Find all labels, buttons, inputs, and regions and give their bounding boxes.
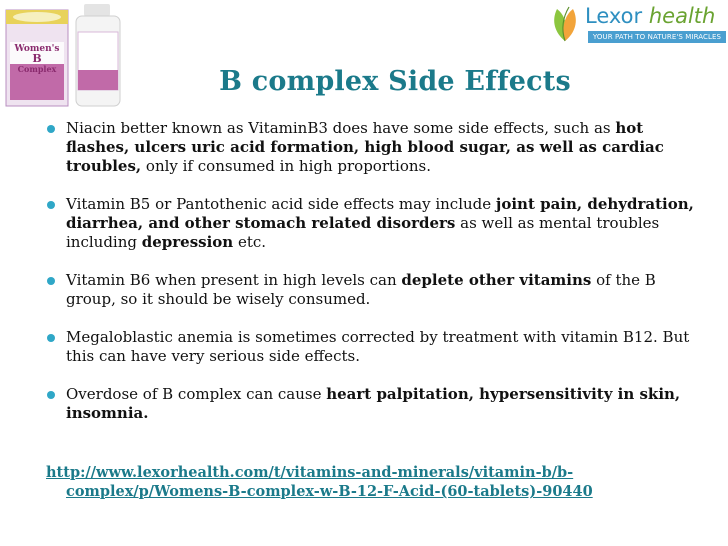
bullet-icon	[47, 125, 55, 133]
box-label-womens: Women's	[14, 44, 60, 54]
bullet-text: etc.	[233, 233, 267, 251]
bullet-emphasis: joint pain, dehydration, diarrhea, and other stomach related disorders	[66, 195, 694, 232]
product-photo	[2, 2, 154, 108]
list-item	[0, 271, 720, 309]
side-effects-list	[0, 119, 720, 442]
list-item	[0, 195, 720, 252]
source-link-line1: http://www.lexorhealth.com/t/vitamins-and-minerals/vitamin-b/b-	[46, 464, 574, 481]
logo-brand: Lexor	[585, 4, 643, 28]
bullet-icon	[47, 391, 55, 399]
bullet-text: Niacin better known as VitaminB3 does have some side effects, such as	[66, 119, 616, 137]
bullet-icon	[47, 334, 55, 342]
bullet-text: Vitamin B5 or Pantothenic acid side effects may include	[66, 195, 496, 213]
box-label-b: B	[32, 52, 42, 65]
logo-tagline: YOUR PATH TO NATURE'S MIRACLES	[588, 31, 726, 43]
bullet-emphasis: hot flashes, ulcers uric acid formation, high blood sugar, as well as cardiac troubles,	[66, 119, 664, 175]
bullet-text: Overdose of B complex can cause	[66, 385, 327, 403]
logo-brand-accent: health	[648, 4, 716, 28]
source-link[interactable]	[46, 463, 686, 501]
list-item	[0, 119, 720, 176]
bullet-text: only if consumed in high proportions.	[141, 157, 431, 175]
list-item	[0, 385, 720, 423]
page-title: B complex Side Effects	[219, 66, 571, 97]
source-link-line2: complex/p/Womens-B-complex-w-B-12-F-Acid-(60-tablets)-90440	[66, 483, 593, 500]
bullet-emphasis: deplete other vitamins	[401, 271, 592, 289]
bullet-emphasis: depression	[141, 233, 234, 251]
bullet-text: Vitamin B6 when present in high levels can	[66, 271, 402, 289]
bullet-emphasis: heart palpitation, hypersensitivity in skin, insomnia.	[66, 385, 681, 422]
bullet-text: as well as mental troubles including	[66, 214, 660, 251]
bullet-text: of the B group, so it should be wisely consumed.	[66, 271, 656, 308]
bullet-icon	[47, 201, 55, 209]
bullet-icon	[47, 277, 55, 285]
bullet-text: Megaloblastic anemia is sometimes corrected by treatment with vitamin B12. But this can have very serious side effects.	[66, 328, 690, 365]
logo-wordmark	[585, 4, 715, 28]
leaf-logo-icon	[545, 3, 585, 43]
lexor-health-logo[interactable]	[543, 2, 728, 44]
list-item	[0, 328, 720, 366]
box-label-complex: Complex	[17, 64, 57, 74]
